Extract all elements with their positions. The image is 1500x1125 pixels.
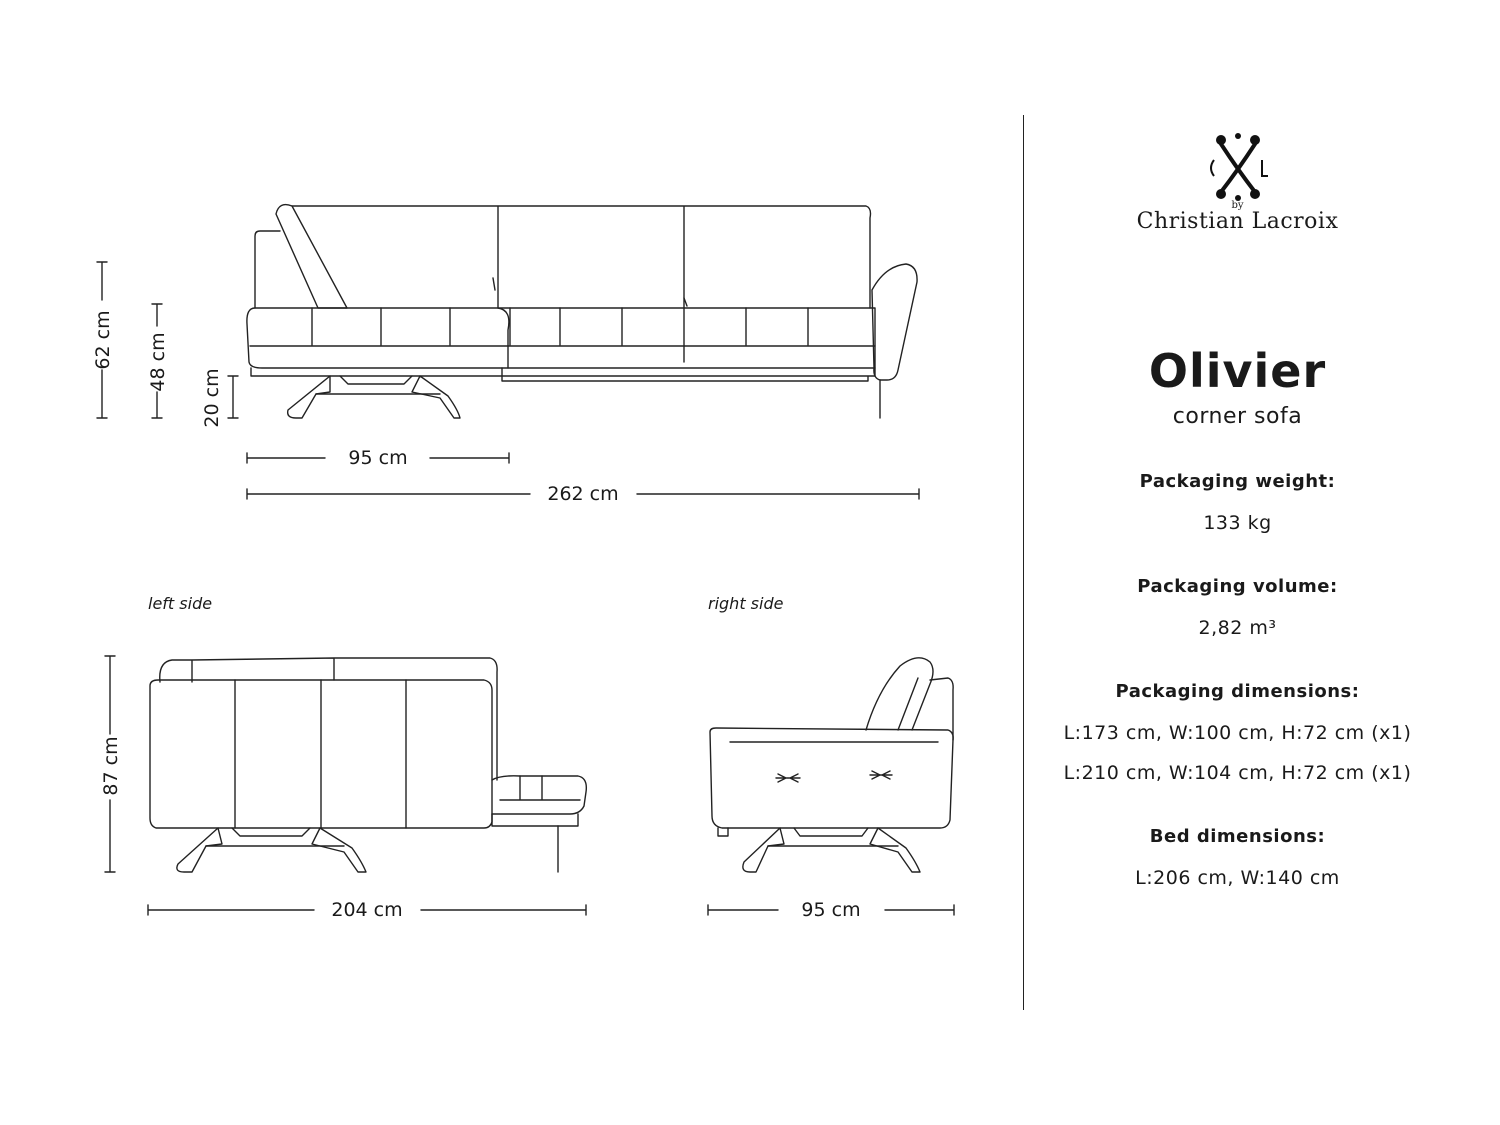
front-leg-left — [288, 376, 330, 418]
spec-weight-value: 133 kg — [1203, 512, 1272, 534]
spec-volume — [1030, 576, 1445, 639]
dim-side-height: 87 cm — [100, 736, 122, 796]
left-side-chaise — [492, 776, 586, 814]
spec-pkg-dims-2: L:210 cm, W:104 cm, H:72 cm (x1) — [1063, 762, 1412, 784]
spec-bed-dimensions — [1030, 826, 1445, 889]
front-headrest — [276, 205, 347, 308]
dim-depth-chaise: 95 cm — [348, 447, 408, 469]
front-seat-cushions — [247, 308, 875, 368]
front-leg-right — [412, 376, 460, 418]
info-panel — [1030, 120, 1445, 889]
spec-packaging-dimensions — [1030, 681, 1445, 784]
vertical-divider — [1023, 115, 1024, 1010]
left-side-view — [100, 594, 586, 921]
spec-bed-value: L:206 cm, W:140 cm — [1135, 867, 1340, 889]
spec-pkg-dims-1: L:173 cm, W:100 cm, H:72 cm (x1) — [1063, 722, 1412, 744]
dim-height-total: 62 cm — [92, 310, 114, 370]
right-side-body — [710, 728, 953, 828]
front-main-backrest — [292, 206, 871, 308]
product-type: corner sofa — [1172, 404, 1303, 429]
spec-volume-label: Packaging volume: — [1137, 576, 1338, 597]
brand-by: by — [1231, 200, 1244, 211]
dim-right-side-depth: 95 cm — [801, 899, 861, 921]
brand-name: Christian Lacroix — [1136, 209, 1339, 234]
front-leg-bar — [316, 376, 440, 394]
brand-monogram-logo — [1203, 130, 1273, 202]
dim-height-legs: 20 cm — [201, 368, 223, 428]
spec-weight — [1030, 471, 1445, 534]
right-side-view — [708, 594, 954, 921]
spec-pkg-dims-label: Packaging dimensions: — [1115, 681, 1360, 702]
label-right-side: right side — [708, 594, 784, 613]
spec-weight-label: Packaging weight: — [1139, 471, 1336, 492]
dim-left-side-length: 204 cm — [331, 899, 403, 921]
spec-bed-label: Bed dimensions: — [1149, 826, 1326, 847]
front-base — [251, 368, 875, 381]
label-left-side: left side — [148, 594, 213, 613]
front-left-backrest — [255, 231, 280, 308]
spec-volume-value: 2,82 m³ — [1198, 617, 1277, 639]
product-name: Olivier — [1148, 344, 1327, 398]
dim-width-total: 262 cm — [547, 483, 619, 505]
front-right-armrest — [872, 264, 917, 380]
front-view — [92, 205, 919, 505]
dim-height-seat: 48 cm — [147, 332, 169, 392]
